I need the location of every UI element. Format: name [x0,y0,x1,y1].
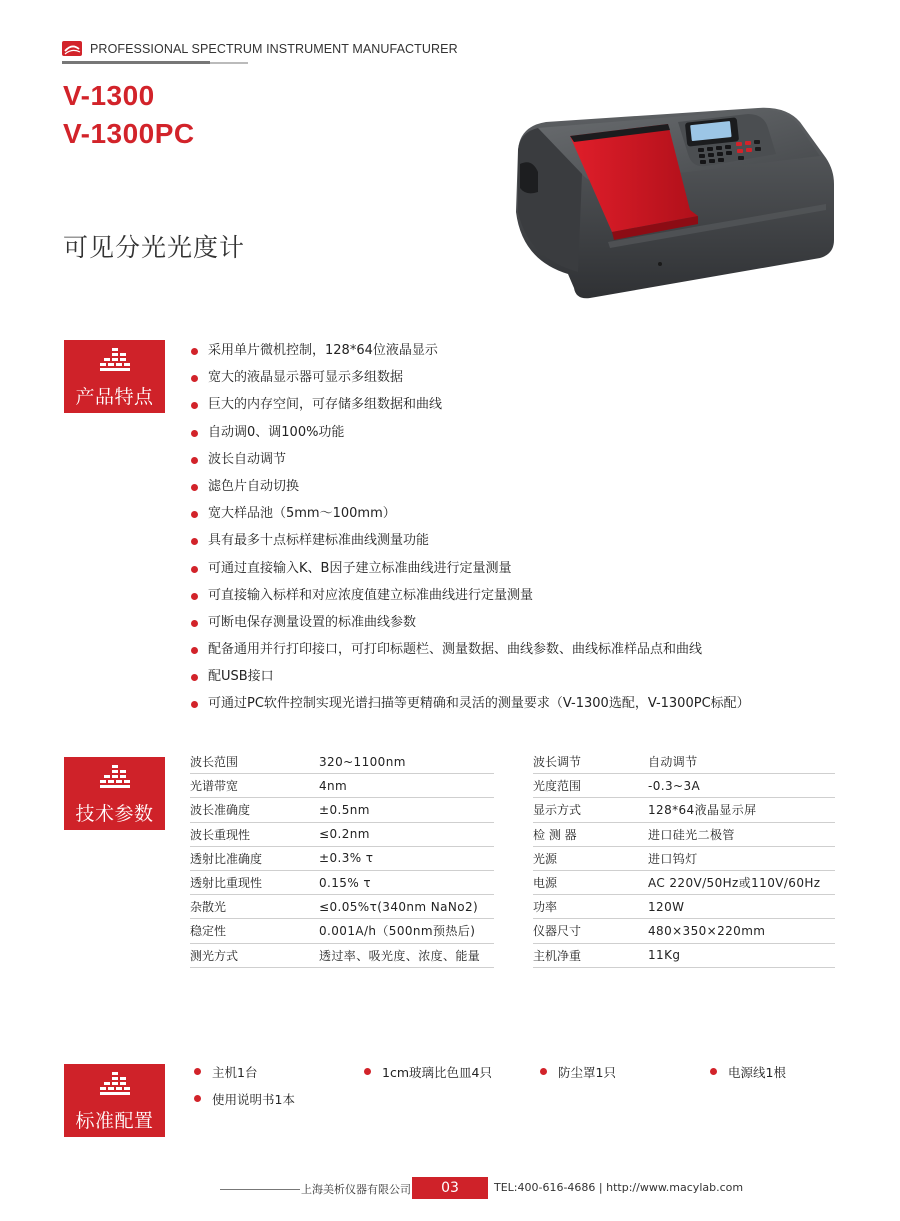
spec-key: 杂散光 [190,895,319,919]
feature-item: 宽大的液晶显示器可显示多组数据 [190,367,750,394]
feature-item: 波长自动调节 [190,449,750,476]
config-item: 电源线1根 [708,1063,786,1081]
spec-key: 光谱带宽 [190,774,319,798]
table-row [533,919,835,943]
spec-value: -0.3~3A [648,774,835,798]
spec-key: 波长重现性 [190,822,319,846]
feature-item: 自动调0、调100%功能 [190,422,750,449]
table-row [190,822,494,846]
spec-key: 稳定性 [190,919,319,943]
spec-key: 光度范围 [533,774,648,798]
table-row [533,750,835,774]
feature-list [190,340,750,721]
spec-key: 波长准确度 [190,798,319,822]
section-title-config: 标准配置 [75,1110,154,1132]
table-row [190,943,494,967]
table-row [533,943,835,967]
table-row [190,846,494,870]
spec-value: 128*64液晶显示屏 [648,798,835,822]
spec-value: ±0.5nm [319,798,494,822]
spec-value: ≤0.2nm [319,822,494,846]
table-row [190,870,494,894]
spec-value: 透过率、吸光度、浓度、能量 [319,943,494,967]
company-logo-icon [62,40,84,58]
model-title-1: V-1300 [63,80,155,111]
spec-key: 测光方式 [190,943,319,967]
header-rule-light [210,62,248,64]
table-row [190,798,494,822]
feature-item: 巨大的内存空间，可存储多组数据和曲线 [190,394,750,421]
spec-table-left [190,750,494,968]
spec-key: 透射比准确度 [190,846,319,870]
spec-value: ±0.3% τ [319,846,494,870]
spec-value: 0.15% τ [319,870,494,894]
product-name: 可见分光光度计 [63,233,246,262]
equalizer-icon [100,1072,130,1098]
feature-item: 采用单片微机控制，128*64位液晶显示 [190,340,750,367]
spec-key: 主机净重 [533,943,648,967]
spectrophotometer-image [508,92,838,302]
footer-company: 上海美析仪器有限公司 [301,1183,411,1196]
feature-item: 配USB接口 [190,666,750,693]
feature-item: 可断电保存测量设置的标准曲线参数 [190,612,750,639]
spec-value: AC 220V/50Hz或110V/60Hz [648,870,835,894]
table-row [533,822,835,846]
spec-value: 进口钨灯 [648,846,835,870]
section-title-specs: 技术参数 [75,803,154,825]
header-tagline: PROFESSIONAL SPECTRUM INSTRUMENT MANUFACTURER [90,42,458,56]
spec-value: 11Kg [648,943,835,967]
table-row [533,798,835,822]
feature-item: 可通过PC软件控制实现光谱扫描等更精确和灵活的测量要求（V-1300选配，V-1300PC标配） [190,693,750,720]
config-item: 主机1台 [192,1063,257,1081]
spec-key: 电源 [533,870,648,894]
page-number-badge [412,1177,488,1199]
footer-contact: TEL:400-616-4686 | http://www.macylab.com [494,1181,744,1194]
feature-item: 具有最多十点标样建标准曲线测量功能 [190,530,750,557]
spec-value: 480×350×220mm [648,919,835,943]
spec-table-right [533,750,835,968]
spec-key: 波长调节 [533,750,648,774]
spec-value: 320~1100nm [319,750,494,774]
config-item: 使用说明书1本 [192,1090,295,1108]
spec-key: 仪器尺寸 [533,919,648,943]
feature-item: 滤色片自动切换 [190,476,750,503]
section-badge-specs [64,757,165,830]
config-item: 防尘罩1只 [538,1063,616,1081]
header-rule [62,61,210,64]
table-row [533,895,835,919]
feature-item: 宽大样品池（5mm～100mm） [190,503,750,530]
model-title-2: V-1300PC [63,118,195,149]
table-row [533,846,835,870]
spec-key: 检 测 器 [533,822,648,846]
spec-value: 自动调节 [648,750,835,774]
footer-rule-left [220,1189,300,1190]
config-item: 1cm玻璃比色皿4只 [362,1063,492,1081]
table-row [190,774,494,798]
table-row [190,895,494,919]
spec-key: 光源 [533,846,648,870]
table-row [190,919,494,943]
spec-value: 120W [648,895,835,919]
spec-value: 4nm [319,774,494,798]
table-row [533,774,835,798]
section-badge-config [64,1064,165,1137]
spec-key: 显示方式 [533,798,648,822]
equalizer-icon [100,348,130,374]
feature-item: 可通过直接输入K、B因子建立标准曲线进行定量测量 [190,558,750,585]
spec-value: ≤0.05%τ(340nm NaNo2) [319,895,494,919]
section-title-features: 产品特点 [75,386,154,408]
spec-value: 0.001A/h（500nm预热后) [319,919,494,943]
table-row [533,870,835,894]
feature-item: 可直接输入标样和对应浓度值建立标准曲线进行定量测量 [190,585,750,612]
spec-value: 进口硅光二极管 [648,822,835,846]
table-row [190,750,494,774]
spec-key: 功率 [533,895,648,919]
section-badge-features [64,340,165,413]
page-number: 03 [441,1180,459,1196]
feature-item: 配备通用并行打印接口，可打印标题栏、测量数据、曲线参数、曲线标准样品点和曲线 [190,639,750,666]
equalizer-icon [100,765,130,791]
spec-key: 波长范围 [190,750,319,774]
spec-key: 透射比重现性 [190,870,319,894]
